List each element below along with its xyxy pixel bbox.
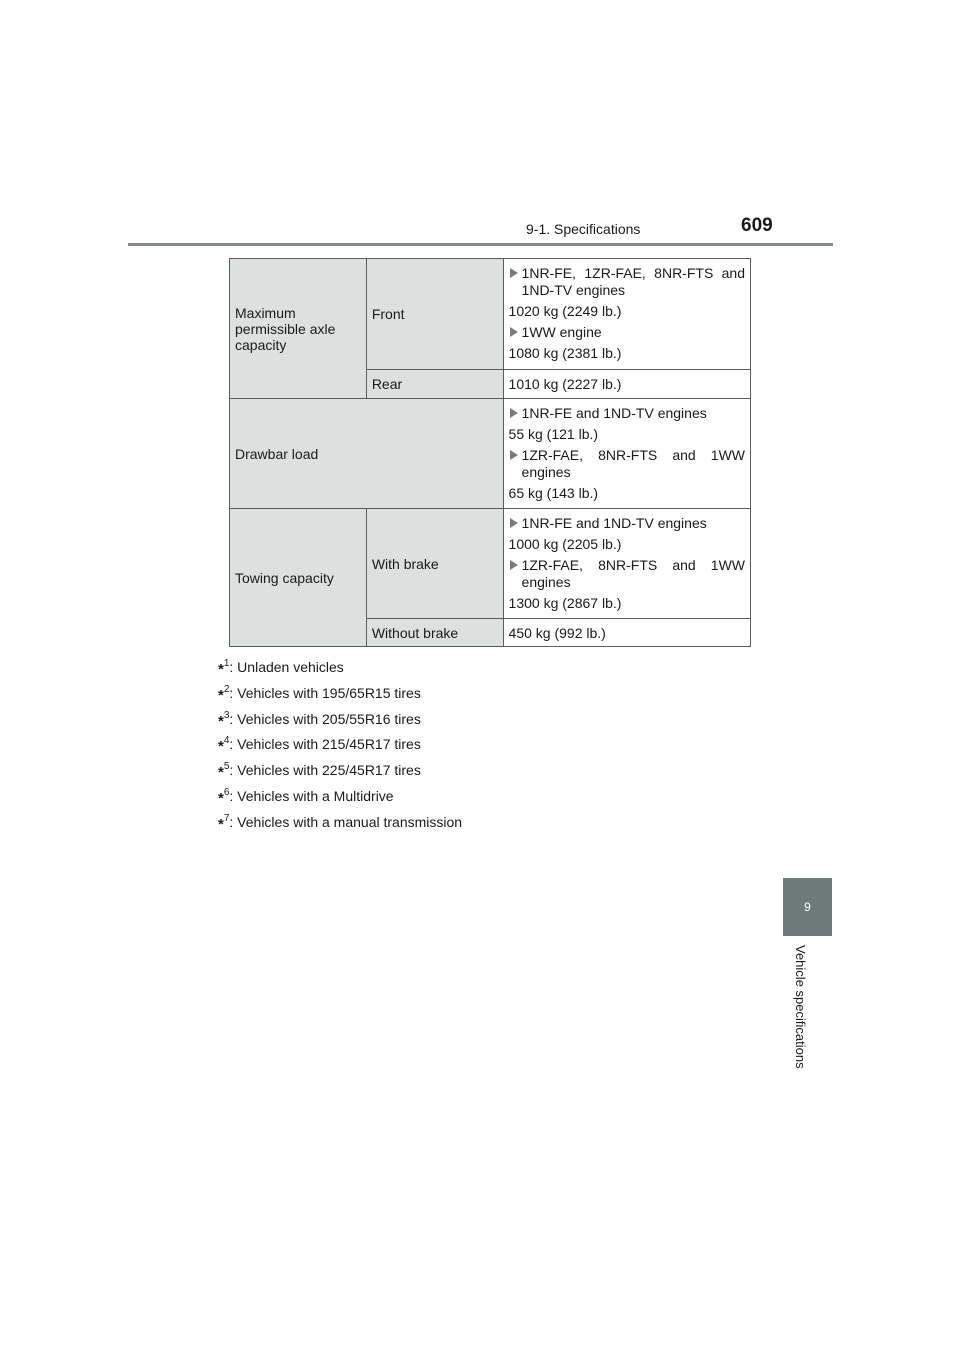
list-item: 1ZR-FAE, 8NR-FTS and 1WW engines <box>509 447 745 481</box>
without-brake-label: Without brake <box>366 619 503 647</box>
front-label: Front <box>366 259 503 370</box>
chapter-tab[interactable] <box>783 878 832 936</box>
table-row <box>230 259 751 370</box>
footnote: *$^7$: Vehicles with a manual transmission <box>218 812 463 833</box>
section-title: 9-1. Specifications <box>526 221 641 237</box>
table-row <box>230 399 751 509</box>
front-values <box>503 259 750 370</box>
with-brake-values <box>503 509 750 619</box>
rear-label: Rear <box>366 370 503 399</box>
with-brake-value-1: 1000 kg (2205 lb.) <box>508 535 622 552</box>
with-brake-value-2: 1300 kg (2867 lb.) <box>508 594 622 611</box>
list-item: 1WW engine <box>509 324 745 341</box>
with-brake-label: With brake <box>366 509 503 619</box>
footnote: *$^4$: Vehicles with 215/45R17 tires <box>218 735 421 756</box>
chapter-title: Vehicle specifications <box>793 945 808 1069</box>
footnotes <box>218 653 462 834</box>
front-value-2: 1080 kg (2381 lb.) <box>508 345 622 361</box>
front-value-1: 1020 kg (2249 lb.) <box>508 303 622 319</box>
chapter-number: 9 <box>804 900 811 914</box>
list-item: 1NR-FE and 1ND-TV engines <box>509 515 745 532</box>
towing-capacity-label: Towing capacity <box>230 509 367 647</box>
list-item: 1NR-FE and 1ND-TV engines <box>509 405 745 422</box>
footnote: *$^3$: Vehicles with 205/55R16 tires <box>218 709 421 730</box>
header-rule <box>128 243 833 246</box>
page-number: 609 <box>741 215 773 236</box>
footnote: *$^2$: Vehicles with 195/65R15 tires <box>218 683 421 704</box>
list-item: 1ZR-FAE, 8NR-FTS and 1WW engines <box>509 557 745 591</box>
rear-value: 1010 kg (2227 lb.) <box>503 370 750 399</box>
footnote: *$^1$: Unladen vehicles <box>218 658 344 678</box>
drawbar-values <box>503 399 750 509</box>
footnote: *$^6$: Vehicles with a Multidrive <box>218 786 394 807</box>
drawbar-load-label: Drawbar load <box>230 399 504 509</box>
spec-table <box>229 258 751 647</box>
list-item: 1NR-FE, 1ZR-FAE, 8NR-FTS and 1ND-TV engines <box>509 265 745 299</box>
without-brake-value: 450 kg (992 lb.) <box>503 619 750 647</box>
drawbar-value-2: 65 kg (143 lb.) <box>508 484 599 501</box>
footnote: *$^5$: Vehicles with 225/45R17 tires <box>218 761 421 782</box>
drawbar-value-1: 55 kg (121 lb.) <box>508 425 599 442</box>
table-row <box>230 509 751 619</box>
axle-capacity-label: Maximum permissible axle capacity <box>230 259 367 399</box>
